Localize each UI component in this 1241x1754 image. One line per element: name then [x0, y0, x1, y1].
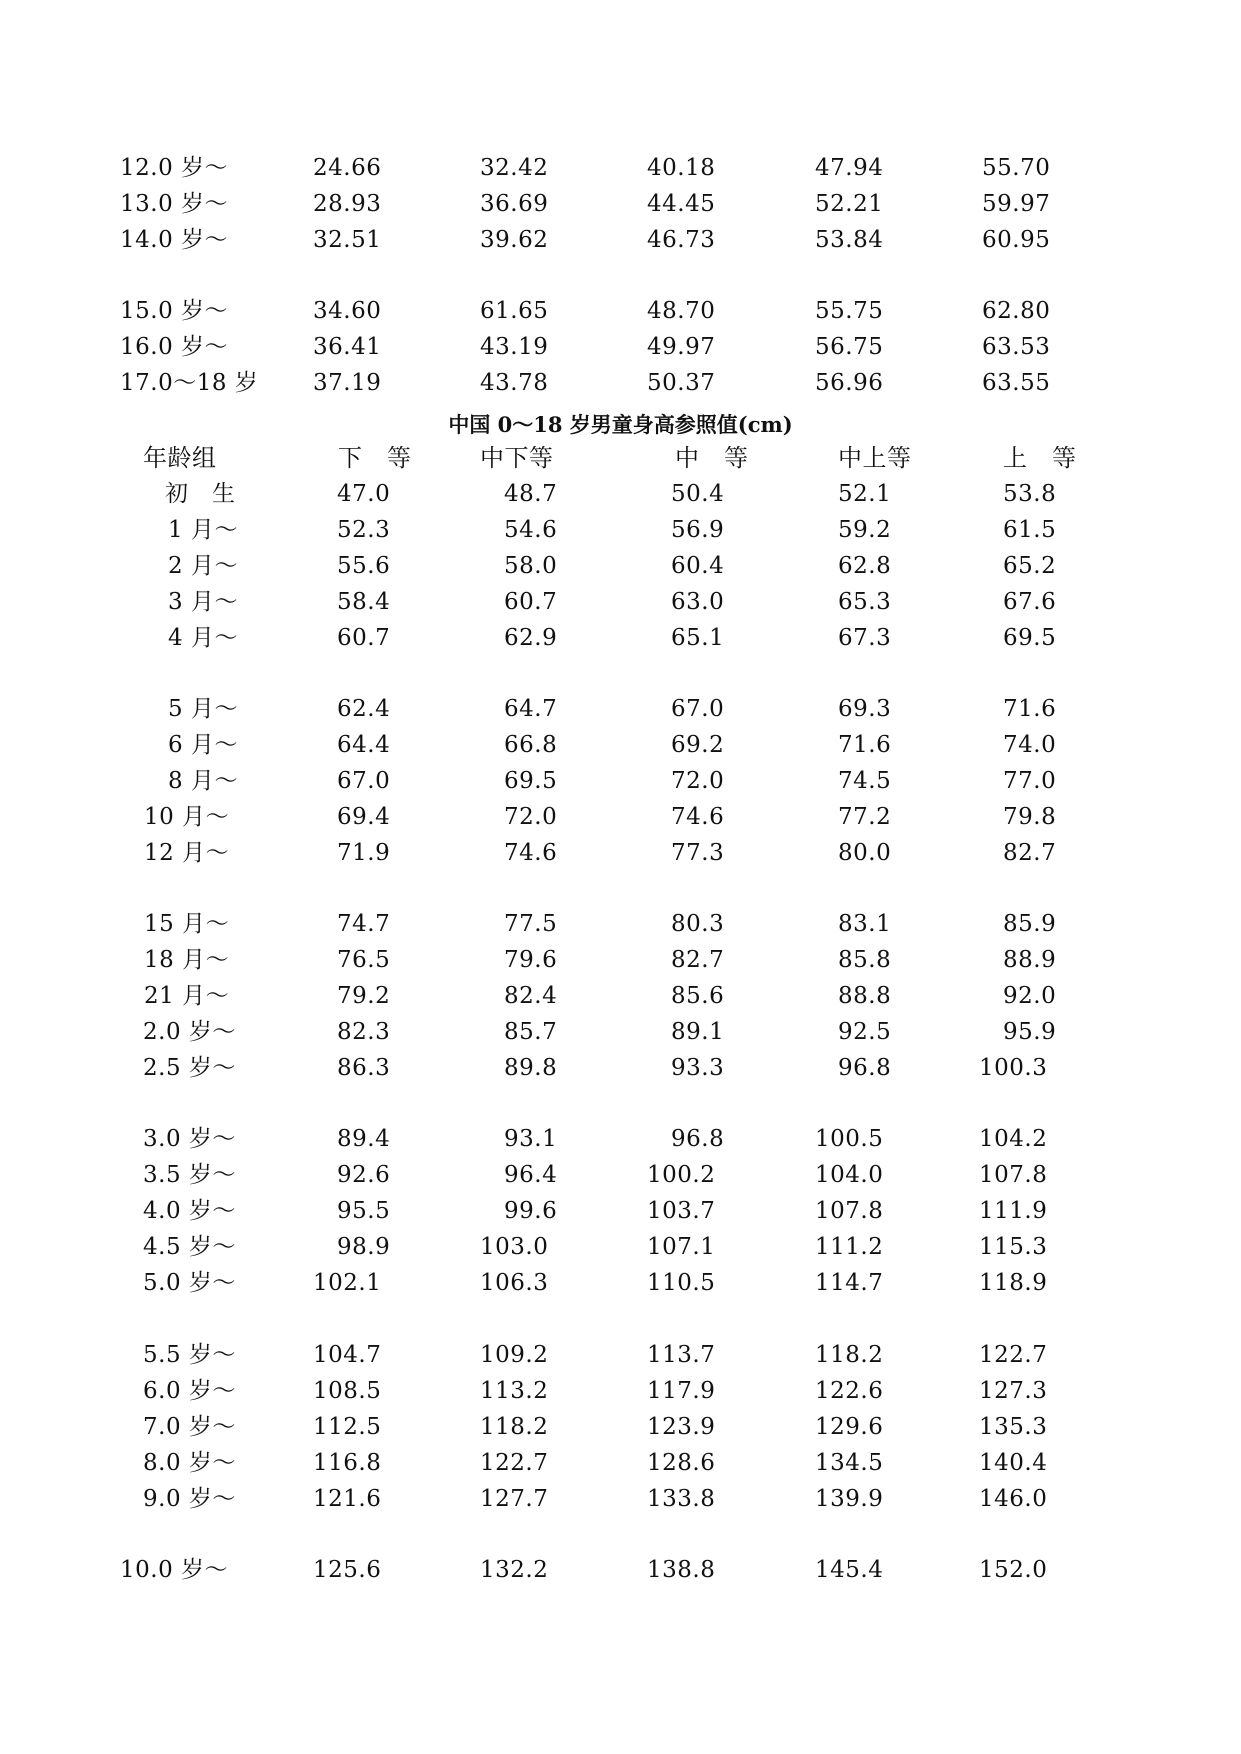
table-row [0, 222, 1241, 258]
value-cell: 52.21 [815, 191, 884, 217]
value-cell: 67.3 [838, 625, 892, 651]
value-cell: 138.8 [647, 1557, 716, 1583]
value-cell: 79.6 [504, 947, 558, 973]
value-cell: 24.66 [313, 155, 382, 181]
value-cell: 99.6 [504, 1198, 558, 1224]
age-cell: 8 月～ [168, 768, 238, 794]
table-row [0, 1445, 1241, 1481]
value-cell: 140.4 [979, 1450, 1048, 1476]
age-cell: 12 月～ [144, 840, 230, 866]
value-cell: 72.0 [671, 768, 725, 794]
value-cell: 102.1 [313, 1270, 382, 1296]
value-cell: 110.5 [647, 1270, 716, 1296]
value-cell: 104.2 [979, 1126, 1048, 1152]
table-row [0, 548, 1241, 584]
value-cell: 52.3 [337, 517, 391, 543]
header-age-group: 年龄组 [143, 444, 217, 472]
value-cell: 96.8 [838, 1055, 892, 1081]
value-cell: 113.7 [647, 1342, 716, 1368]
value-cell: 47.94 [815, 155, 884, 181]
value-cell: 134.5 [815, 1450, 884, 1476]
value-cell: 122.7 [480, 1450, 549, 1476]
header-low: 下 等 [338, 444, 412, 472]
age-cell: 13.0 岁～ [120, 191, 229, 217]
value-cell: 36.41 [313, 334, 382, 360]
table-row [0, 1337, 1241, 1373]
value-cell: 60.4 [671, 553, 725, 579]
value-cell: 72.0 [504, 804, 558, 830]
table-row [0, 1014, 1241, 1050]
value-cell: 123.9 [647, 1414, 716, 1440]
value-cell: 63.55 [982, 370, 1051, 396]
value-cell: 128.6 [647, 1450, 716, 1476]
value-cell: 74.0 [1003, 732, 1057, 758]
value-cell: 66.8 [504, 732, 558, 758]
value-cell: 95.5 [337, 1198, 391, 1224]
value-cell: 62.8 [838, 553, 892, 579]
value-cell: 106.3 [480, 1270, 549, 1296]
value-cell: 56.9 [671, 517, 725, 543]
value-cell: 69.5 [1003, 625, 1057, 651]
value-cell: 79.8 [1003, 804, 1057, 830]
age-cell: 3.0 岁～ [143, 1126, 236, 1152]
age-cell: 2 月～ [168, 553, 238, 579]
value-cell: 62.80 [982, 298, 1051, 324]
value-cell: 55.6 [337, 553, 391, 579]
table-row [0, 584, 1241, 620]
value-cell: 146.0 [979, 1486, 1048, 1512]
table-row [0, 763, 1241, 799]
value-cell: 54.6 [504, 517, 558, 543]
table-row [0, 799, 1241, 835]
age-cell: 10.0 岁～ [120, 1557, 229, 1583]
value-cell: 82.7 [671, 947, 725, 973]
value-cell: 65.2 [1003, 553, 1057, 579]
table-row [0, 1229, 1241, 1265]
value-cell: 103.0 [480, 1234, 549, 1260]
value-cell: 48.7 [504, 481, 558, 507]
table-row [0, 727, 1241, 763]
value-cell: 82.4 [504, 983, 558, 1009]
value-cell: 114.7 [815, 1270, 884, 1296]
value-cell: 83.1 [838, 911, 892, 937]
header-upper-middle: 中上等 [838, 444, 912, 472]
value-cell: 112.5 [313, 1414, 382, 1440]
value-cell: 71.9 [337, 840, 391, 866]
table-row [0, 942, 1241, 978]
value-cell: 69.4 [337, 804, 391, 830]
value-cell: 133.8 [647, 1486, 716, 1512]
value-cell: 44.45 [647, 191, 716, 217]
value-cell: 89.8 [504, 1055, 558, 1081]
value-cell: 59.2 [838, 517, 892, 543]
table-row [0, 1121, 1241, 1157]
age-cell: 18 月～ [144, 947, 230, 973]
value-cell: 95.9 [1003, 1019, 1057, 1045]
table-row [0, 293, 1241, 329]
value-cell: 100.5 [815, 1126, 884, 1152]
value-cell: 117.9 [647, 1378, 716, 1404]
value-cell: 47.0 [337, 481, 391, 507]
table-row [0, 512, 1241, 548]
value-cell: 116.8 [313, 1450, 382, 1476]
table-row [0, 1193, 1241, 1229]
value-cell: 67.6 [1003, 589, 1057, 615]
age-cell: 5.5 岁～ [143, 1342, 236, 1368]
value-cell: 74.7 [337, 911, 391, 937]
value-cell: 61.5 [1003, 517, 1057, 543]
value-cell: 71.6 [838, 732, 892, 758]
age-cell: 4.5 岁～ [143, 1234, 236, 1260]
age-cell: 4.0 岁～ [143, 1198, 236, 1224]
value-cell: 60.95 [982, 227, 1051, 253]
age-cell: 4 月～ [168, 625, 238, 651]
table-row [0, 835, 1241, 871]
value-cell: 80.0 [838, 840, 892, 866]
value-cell: 100.2 [647, 1162, 716, 1188]
value-cell: 121.6 [313, 1486, 382, 1512]
age-cell: 初 生 [165, 481, 236, 507]
header-lower-middle: 中下等 [480, 444, 554, 472]
table-row [0, 150, 1241, 186]
age-cell: 9.0 岁～ [143, 1486, 236, 1512]
value-cell: 88.9 [1003, 947, 1057, 973]
value-cell: 40.18 [647, 155, 716, 181]
value-cell: 36.69 [480, 191, 549, 217]
value-cell: 74.5 [838, 768, 892, 794]
value-cell: 77.0 [1003, 768, 1057, 794]
age-cell: 17.0～18 岁 [120, 370, 259, 396]
value-cell: 113.2 [480, 1378, 549, 1404]
value-cell: 53.8 [1003, 481, 1057, 507]
table-row [0, 1409, 1241, 1445]
value-cell: 88.8 [838, 983, 892, 1009]
value-cell: 28.93 [313, 191, 382, 217]
value-cell: 77.2 [838, 804, 892, 830]
value-cell: 58.0 [504, 553, 558, 579]
value-cell: 63.0 [671, 589, 725, 615]
value-cell: 127.3 [979, 1378, 1048, 1404]
value-cell: 107.8 [815, 1198, 884, 1224]
age-cell: 3 月～ [168, 589, 238, 615]
table-row [0, 1050, 1241, 1086]
table-row [0, 906, 1241, 942]
value-cell: 115.3 [979, 1234, 1048, 1260]
value-cell: 56.75 [815, 334, 884, 360]
value-cell: 92.6 [337, 1162, 391, 1188]
table-row [0, 476, 1241, 512]
value-cell: 127.7 [480, 1486, 549, 1512]
age-cell: 12.0 岁～ [120, 155, 229, 181]
age-cell: 16.0 岁～ [120, 334, 229, 360]
value-cell: 43.19 [480, 334, 549, 360]
age-cell: 3.5 岁～ [143, 1162, 236, 1188]
value-cell: 64.7 [504, 696, 558, 722]
value-cell: 56.96 [815, 370, 884, 396]
value-cell: 62.9 [504, 625, 558, 651]
height-table-title: 中国 0～18 岁男童身高参照值(cm) [448, 412, 793, 437]
value-cell: 139.9 [815, 1486, 884, 1512]
value-cell: 34.60 [313, 298, 382, 324]
age-cell: 10 月～ [144, 804, 230, 830]
header-middle: 中 等 [675, 444, 749, 472]
value-cell: 77.3 [671, 840, 725, 866]
age-cell: 5 月～ [168, 696, 238, 722]
value-cell: 96.4 [504, 1162, 558, 1188]
value-cell: 93.1 [504, 1126, 558, 1152]
value-cell: 118.2 [815, 1342, 884, 1368]
value-cell: 82.3 [337, 1019, 391, 1045]
value-cell: 71.6 [1003, 696, 1057, 722]
value-cell: 118.2 [480, 1414, 549, 1440]
value-cell: 100.3 [979, 1055, 1048, 1081]
value-cell: 152.0 [979, 1557, 1048, 1583]
age-cell: 1 月～ [168, 517, 238, 543]
age-cell: 7.0 岁～ [143, 1414, 236, 1440]
table-row [0, 186, 1241, 222]
table-header-row [0, 440, 1241, 476]
value-cell: 86.3 [337, 1055, 391, 1081]
table-row [0, 978, 1241, 1014]
value-cell: 52.1 [838, 481, 892, 507]
value-cell: 69.5 [504, 768, 558, 794]
age-cell: 6.0 岁～ [143, 1378, 236, 1404]
value-cell: 50.4 [671, 481, 725, 507]
table-row [0, 1481, 1241, 1517]
value-cell: 61.65 [480, 298, 549, 324]
value-cell: 79.2 [337, 983, 391, 1009]
value-cell: 85.6 [671, 983, 725, 1009]
value-cell: 118.9 [979, 1270, 1048, 1296]
value-cell: 125.6 [313, 1557, 382, 1583]
value-cell: 43.78 [480, 370, 549, 396]
value-cell: 104.7 [313, 1342, 382, 1368]
table-row [0, 1157, 1241, 1193]
value-cell: 76.5 [337, 947, 391, 973]
value-cell: 80.3 [671, 911, 725, 937]
value-cell: 49.97 [647, 334, 716, 360]
value-cell: 111.9 [979, 1198, 1048, 1224]
table-row [0, 1265, 1241, 1301]
value-cell: 122.7 [979, 1342, 1048, 1368]
table-row [0, 691, 1241, 727]
value-cell: 37.19 [313, 370, 382, 396]
value-cell: 69.2 [671, 732, 725, 758]
value-cell: 46.73 [647, 227, 716, 253]
value-cell: 103.7 [647, 1198, 716, 1224]
value-cell: 92.5 [838, 1019, 892, 1045]
value-cell: 67.0 [671, 696, 725, 722]
value-cell: 32.51 [313, 227, 382, 253]
value-cell: 132.2 [480, 1557, 549, 1583]
age-cell: 5.0 岁～ [143, 1270, 236, 1296]
table-row [0, 620, 1241, 656]
value-cell: 39.62 [480, 227, 549, 253]
age-cell: 14.0 岁～ [120, 227, 229, 253]
header-high: 上 等 [1003, 444, 1077, 472]
value-cell: 107.8 [979, 1162, 1048, 1188]
value-cell: 58.4 [337, 589, 391, 615]
value-cell: 129.6 [815, 1414, 884, 1440]
value-cell: 63.53 [982, 334, 1051, 360]
value-cell: 93.3 [671, 1055, 725, 1081]
age-cell: 15 月～ [144, 911, 230, 937]
value-cell: 69.3 [838, 696, 892, 722]
value-cell: 85.7 [504, 1019, 558, 1045]
value-cell: 92.0 [1003, 983, 1057, 1009]
value-cell: 74.6 [671, 804, 725, 830]
value-cell: 135.3 [979, 1414, 1048, 1440]
value-cell: 109.2 [480, 1342, 549, 1368]
age-cell: 8.0 岁～ [143, 1450, 236, 1476]
value-cell: 85.8 [838, 947, 892, 973]
age-cell: 21 月～ [144, 983, 230, 1009]
value-cell: 55.70 [982, 155, 1051, 181]
value-cell: 62.4 [337, 696, 391, 722]
age-cell: 15.0 岁～ [120, 298, 229, 324]
value-cell: 50.37 [647, 370, 716, 396]
value-cell: 74.6 [504, 840, 558, 866]
table-row [0, 1373, 1241, 1409]
value-cell: 65.1 [671, 625, 725, 651]
value-cell: 145.4 [815, 1557, 884, 1583]
value-cell: 104.0 [815, 1162, 884, 1188]
value-cell: 64.4 [337, 732, 391, 758]
value-cell: 96.8 [671, 1126, 725, 1152]
value-cell: 60.7 [504, 589, 558, 615]
value-cell: 122.6 [815, 1378, 884, 1404]
table-row [0, 365, 1241, 401]
value-cell: 111.2 [815, 1234, 884, 1260]
value-cell: 77.5 [504, 911, 558, 937]
age-cell: 2.0 岁～ [143, 1019, 236, 1045]
value-cell: 107.1 [647, 1234, 716, 1260]
value-cell: 48.70 [647, 298, 716, 324]
value-cell: 65.3 [838, 589, 892, 615]
table-row [0, 1552, 1241, 1588]
value-cell: 108.5 [313, 1378, 382, 1404]
value-cell: 85.9 [1003, 911, 1057, 937]
value-cell: 89.4 [337, 1126, 391, 1152]
value-cell: 59.97 [982, 191, 1051, 217]
value-cell: 67.0 [337, 768, 391, 794]
value-cell: 89.1 [671, 1019, 725, 1045]
value-cell: 55.75 [815, 298, 884, 324]
value-cell: 98.9 [337, 1234, 391, 1260]
value-cell: 82.7 [1003, 840, 1057, 866]
age-cell: 2.5 岁～ [143, 1055, 236, 1081]
value-cell: 53.84 [815, 227, 884, 253]
age-cell: 6 月～ [168, 732, 238, 758]
value-cell: 60.7 [337, 625, 391, 651]
table-row [0, 329, 1241, 365]
value-cell: 32.42 [480, 155, 549, 181]
